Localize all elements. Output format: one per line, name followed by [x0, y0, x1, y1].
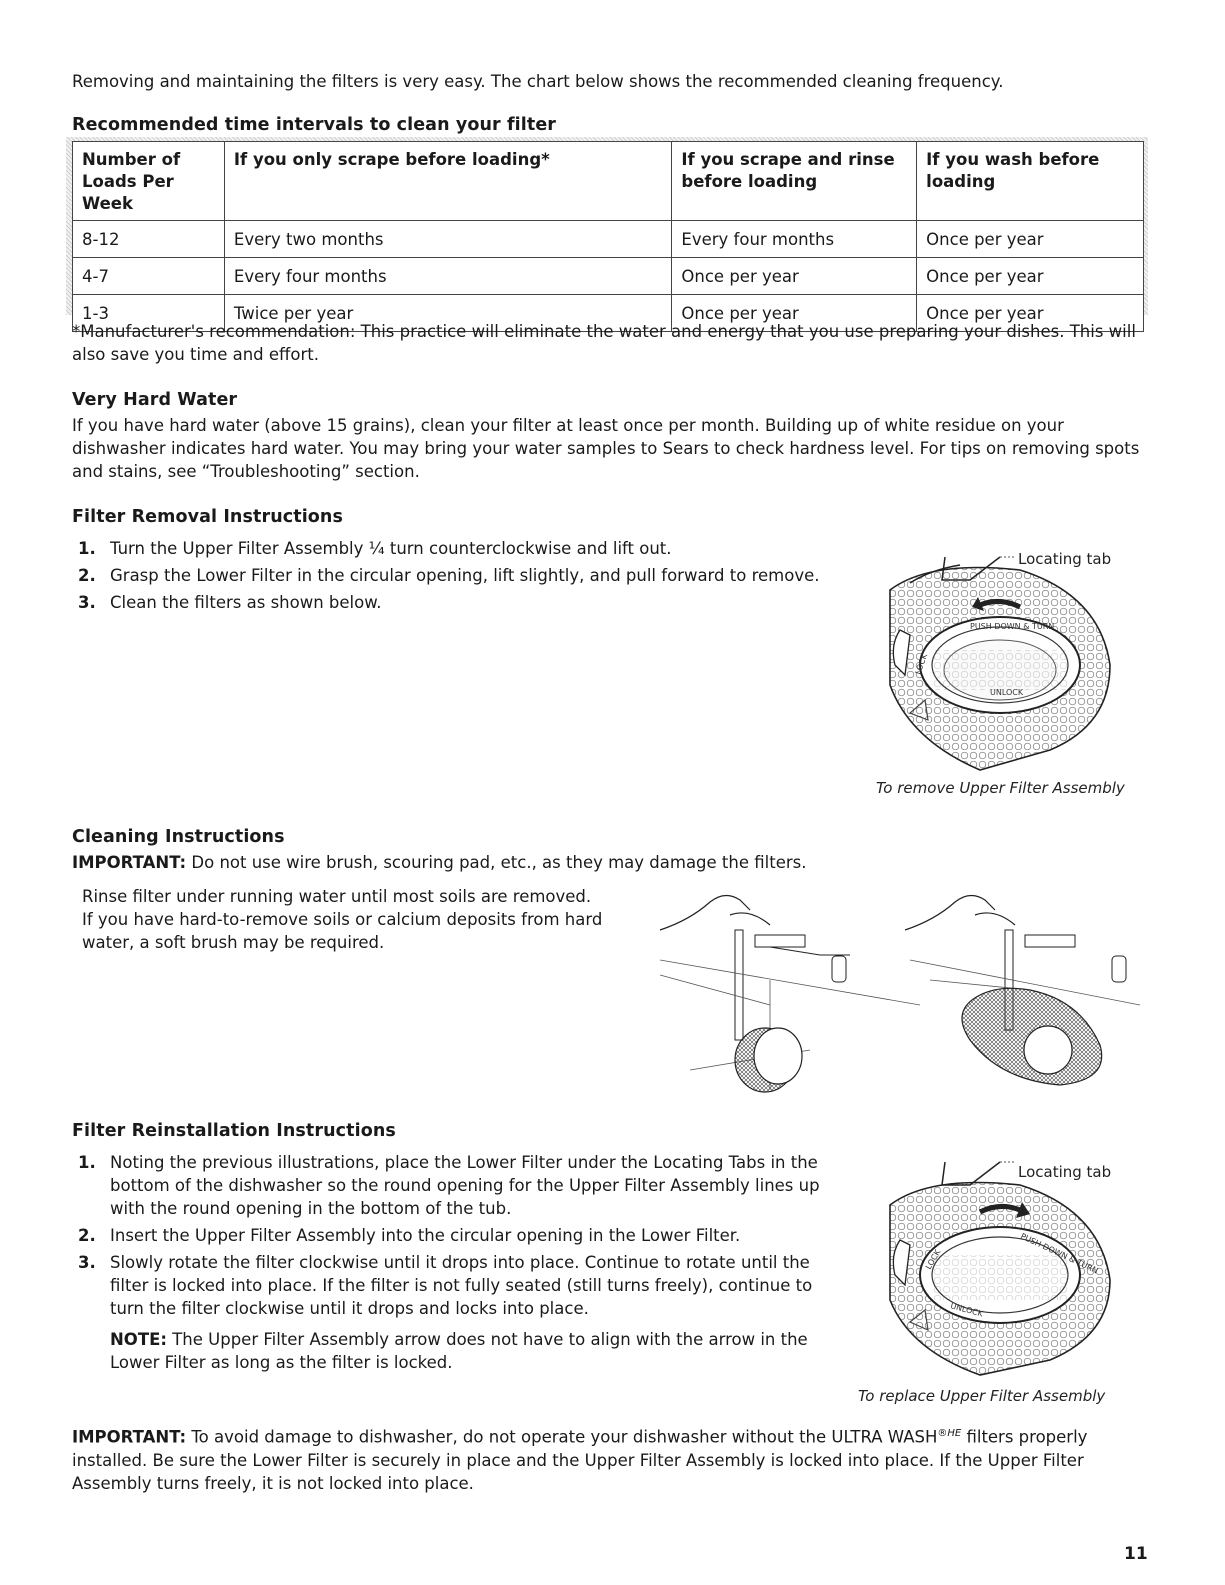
- important-label: IMPORTANT:: [72, 1427, 187, 1447]
- trademark-superscript: ®HE: [937, 1428, 962, 1439]
- figure-unlock-label: UNLOCK: [949, 1301, 984, 1319]
- table-cell: 4-7: [73, 258, 225, 295]
- reinstall-steps: [72, 1151, 842, 1324]
- intro-text: Removing and maintaining the filters is very easy. The chart below shows the recommended cleaning frequency.: [72, 72, 1004, 91]
- replace-filter-illustration: [870, 1150, 1130, 1380]
- remove-filter-illustration: [870, 535, 1130, 775]
- hard-water-heading: Very Hard Water: [72, 390, 238, 410]
- reinstall-note: [110, 1328, 830, 1374]
- removal-steps: [72, 537, 832, 618]
- frequency-table: [72, 141, 1144, 332]
- table-row: [73, 258, 1144, 295]
- list-item: 3. Slowly rotate the filter clockwise until it drops into place. Continue to rotate until the filter is locked into place. If the filter is not fully seated (still turns freely), continue to turn the filter clockwise until it drops and locks into place.: [78, 1253, 813, 1318]
- table-cell: Once per year: [672, 295, 917, 332]
- page-number: 11: [1124, 1544, 1148, 1564]
- cleaning-important: [72, 851, 1152, 874]
- table-header-cell: If you wash before loading: [917, 142, 1144, 221]
- note-text: The Upper Filter Assembly arrow does not have to align with the arrow in the Lower Filter as long as the filter is locked.: [110, 1330, 808, 1372]
- table-cell: Every four months: [672, 221, 917, 258]
- table-cell: Every two months: [224, 221, 672, 258]
- list-item: 2. Insert the Upper Filter Assembly into the circular opening in the Lower Filter.: [78, 1226, 741, 1245]
- table-header-cell: Number of Loads Per Week: [73, 142, 225, 221]
- table-cell: Once per year: [917, 258, 1144, 295]
- list-item: 3. Clean the filters as shown below.: [78, 593, 382, 612]
- table-cell: Once per year: [917, 295, 1144, 332]
- figure-lock-label: LOCK: [923, 1248, 943, 1271]
- important-label: IMPORTANT:: [72, 853, 187, 872]
- final-text-after: filters properly installed. Be sure the Lower Filter is securely in place and the Upper Filter Assembly is locked into place. If the Upper Filter Assembly turns freely, it is not locked into place.: [72, 1427, 1088, 1493]
- important-text: Do not use wire brush, scouring pad, etc., as they may damage the filters.: [186, 853, 807, 872]
- table-cell: Once per year: [917, 221, 1144, 258]
- rinse-filters-illustration: [650, 880, 1140, 1100]
- table-cell: 8-12: [73, 221, 225, 258]
- locating-tab-label: Locating tab: [1018, 550, 1112, 568]
- figure-push-label: PUSH DOWN & TURN: [1019, 1231, 1100, 1276]
- list-item: 2. Grasp the Lower Filter in the circular opening, lift slightly, and pull forward to remove.: [78, 566, 820, 585]
- hard-water-text: If you have hard water (above 15 grains), clean your filter at least once per month. Building up of white residue on your dishwasher indicates hard water. You may bring your water samples to Sears to check hardness level. For tips on removing spots and stains, see “Troubleshooting” section.: [72, 416, 1140, 481]
- replace-caption: To replace Upper Filter Assembly: [858, 1387, 1106, 1405]
- figure-unlock-label: UNLOCK: [990, 688, 1024, 697]
- cleaning-text: Rinse filter under running water until most soils are removed. If you have hard-to-remove soils or calcium deposits from hard water, a soft brush may be required.: [82, 887, 603, 952]
- reinstall-heading: Filter Reinstallation Instructions: [72, 1121, 396, 1141]
- table-cell: Every four months: [224, 258, 672, 295]
- remove-caption: To remove Upper Filter Assembly: [876, 779, 1125, 797]
- cleaning-heading: Cleaning Instructions: [72, 827, 285, 847]
- table-cell: 1-3: [73, 295, 225, 332]
- table-header-row: [73, 142, 1144, 221]
- footnote: [72, 320, 1162, 366]
- figure-push-label: PUSH DOWN & TURN: [970, 622, 1055, 631]
- sink-upper-filter: [660, 895, 920, 1092]
- figure-lock-label: LOCK: [913, 652, 930, 676]
- list-item: 1. Turn the Upper Filter Assembly ¼ turn counterclockwise and lift out.: [78, 539, 672, 558]
- locating-tab-label: Locating tab: [1018, 1163, 1112, 1181]
- table-cell: Twice per year: [224, 295, 672, 332]
- footnote-text: *Manufacturer's recommendation: This practice will eliminate the water and energy that you use preparing your dishes. This will also save you time and effort.: [72, 322, 1136, 364]
- table-header-cell: If you scrape and rinse before loading: [672, 142, 917, 221]
- table-title: Recommended time intervals to clean your filter: [72, 115, 557, 135]
- list-item: 1. Noting the previous illustrations, place the Lower Filter under the Locating Tabs in the bottom of the dishwasher so the round opening for the Upper Filter Assembly lines up with the round opening in the bottom of the tub.: [78, 1153, 820, 1218]
- final-text-before: To avoid damage to dishwasher, do not operate your dishwasher without the ULTRA WASH: [186, 1427, 938, 1447]
- removal-heading: Filter Removal Instructions: [72, 507, 343, 527]
- final-important: [72, 1422, 1162, 1495]
- table-header-cell: If you only scrape before loading*: [224, 142, 672, 221]
- table-cell: Once per year: [672, 258, 917, 295]
- sink-lower-filter: [905, 895, 1140, 1085]
- table-row: [73, 221, 1144, 258]
- note-label: NOTE:: [110, 1330, 167, 1349]
